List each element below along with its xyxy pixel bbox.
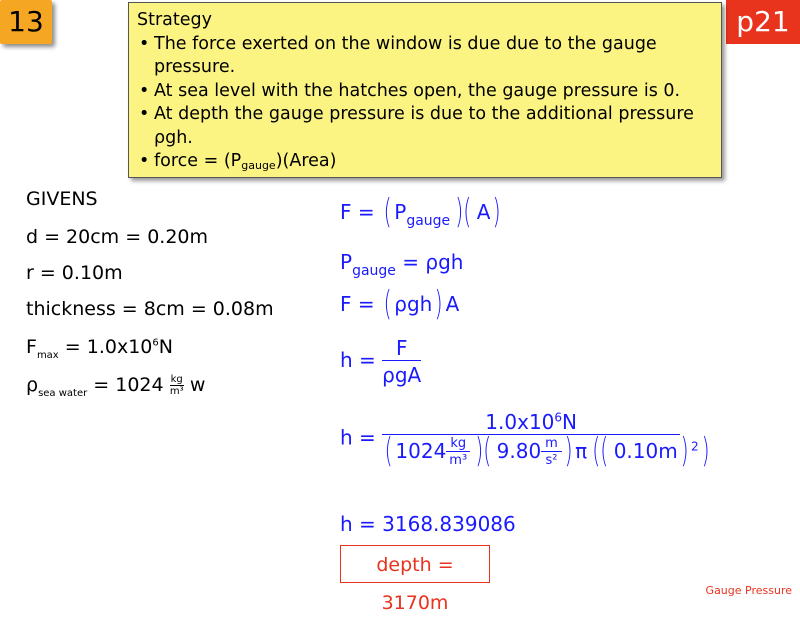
slide-number-badge: 13 [0, 0, 52, 44]
h-numeric-fraction: $1.0x10^6N$ ( 1024 $\frac{kg}{\text{m³}}$ )( 9.80 $\frac{m}{\text{s²}}$ ) π (( 0.10m) $^2$) [382, 410, 712, 468]
answer-box: depth = 3170m [340, 545, 490, 583]
strategy-box [128, 2, 722, 178]
equation-force: F = ( $P_{gauge}$ )( A) [340, 192, 501, 232]
given-radius: r = 0.10m [26, 262, 123, 284]
strategy-bullet: • At depth the gauge pressure is due to the additional pressure ρgh. [154, 103, 713, 150]
footer-title: Gauge Pressure [705, 584, 792, 597]
given-density: $\rho_{sea water} = 1024$ $\frac{kg}{\text{m³}}$ w [26, 374, 206, 399]
strategy-bullet: • The force exerted on the window is due due to the gauge pressure. [154, 33, 713, 80]
given-thickness: thickness = 8cm = 0.08m [26, 298, 274, 320]
equation-h-fraction: h = F ρgA [340, 336, 422, 387]
equation-h-numeric: h = $1.0x10^6N$ ( 1024 $\frac{kg}{\text{m³}}$ )( 9.80 $\frac{m}{\text{s²}}$ ) π (( 0.10m) $^2$) [340, 410, 712, 468]
equation-force-substituted: F = ( ρgh) A [340, 284, 460, 324]
strategy-list [137, 33, 713, 174]
strategy-bullet-force: • force = $(P_{gauge})(Area)$ [154, 150, 713, 174]
d1-unit-fraction: $\frac{kg}{\text{m³}}$ [446, 437, 470, 468]
equation-gauge-pressure: $P_{gauge} = \rho gh$ [340, 250, 464, 279]
given-fmax: $F_{max} = 1.0x10^6N$ [26, 336, 173, 361]
givens-title: GIVENS [26, 188, 98, 210]
h-fraction: F ρgA [382, 336, 422, 387]
density-unit-fraction: $\frac{kg}{\text{m³}}$ [169, 374, 184, 397]
page-number-badge: p21 [726, 0, 800, 44]
strategy-bullet: • At sea level with the hatches open, the gauge pressure is 0. [154, 80, 713, 104]
given-diameter: d = 20cm = 0.20m [26, 226, 209, 248]
equation-h-result: h = 3168.839086 [340, 512, 516, 536]
d2-unit-fraction: $\frac{m}{\text{s²}}$ [541, 437, 562, 468]
strategy-heading: Strategy [137, 10, 212, 30]
